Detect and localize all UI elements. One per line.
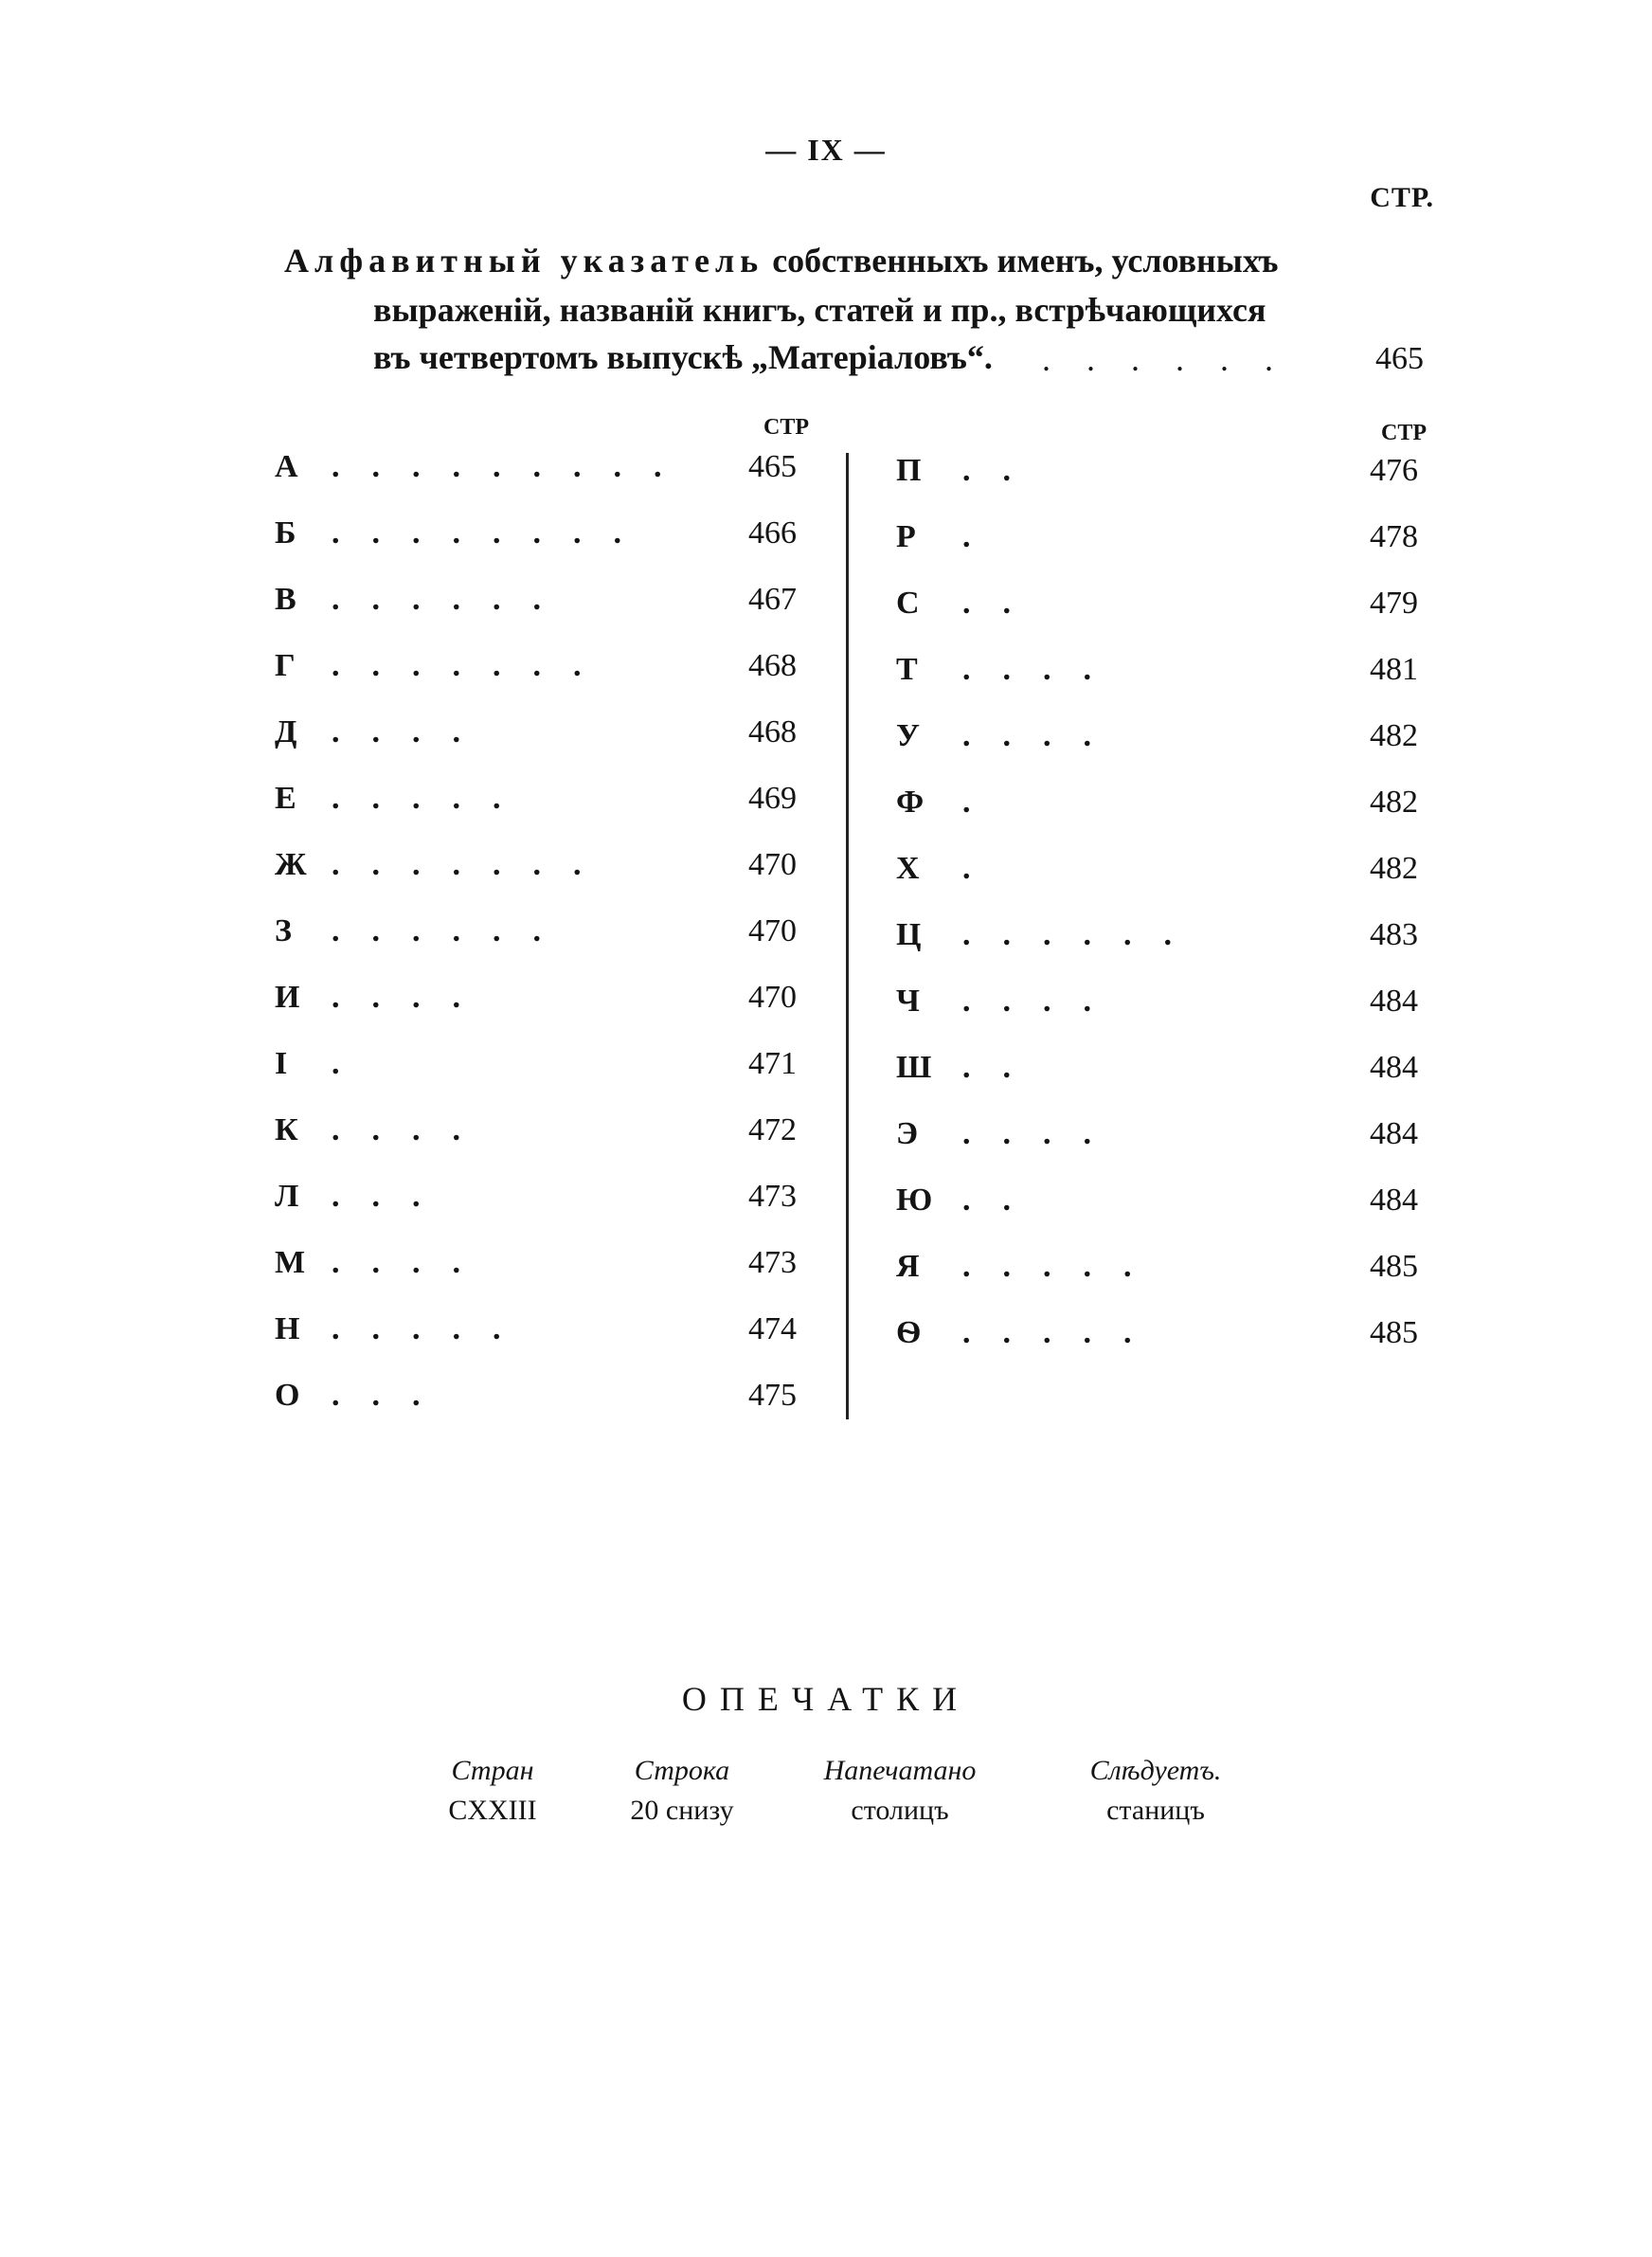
index-row — [896, 785, 1436, 841]
index-letter: Ш — [896, 1050, 932, 1085]
index-row — [896, 652, 1436, 709]
index-row — [275, 1378, 834, 1435]
index-letter: Ж — [275, 847, 307, 882]
leader-dots: ..... — [962, 1249, 1164, 1284]
index-page-number: 485 — [1370, 1315, 1418, 1350]
leader-dots: .. — [962, 1050, 1043, 1085]
index-letter: М — [275, 1245, 306, 1280]
index-page-number: 475 — [748, 1378, 797, 1413]
index-row — [896, 1315, 1436, 1372]
errata-title: ОПЕЧАТКИ — [681, 1680, 971, 1718]
intro-leader-dots: ...... — [1042, 340, 1309, 378]
index-row — [275, 913, 834, 970]
left-column-label: СТР — [763, 415, 809, 440]
leader-dots: ....... — [332, 648, 614, 683]
index-row — [275, 847, 834, 904]
leader-dots: ...... — [962, 917, 1204, 952]
index-letter: В — [275, 582, 296, 617]
index-page-number: 485 — [1370, 1249, 1418, 1284]
index-page-number: 465 — [748, 449, 797, 484]
index-row — [275, 582, 834, 639]
index-row — [896, 1050, 1436, 1107]
index-page-number: 474 — [748, 1311, 797, 1346]
index-row — [275, 648, 834, 705]
page-number: — IX — — [765, 133, 887, 167]
index-page-number: 478 — [1370, 519, 1418, 554]
index-letter: Ч — [896, 984, 920, 1019]
intro-line-3: въ четвертомъ выпускѣ „Матеріаловъ“. — [373, 338, 993, 376]
index-page-number: 470 — [748, 980, 797, 1015]
index-page-number: 471 — [748, 1046, 797, 1081]
index-page-number: 479 — [1370, 586, 1418, 621]
index-row — [275, 449, 834, 506]
intro-page-number: 465 — [1375, 341, 1424, 376]
index-page-number: 473 — [748, 1179, 797, 1214]
leader-dots: . — [962, 519, 1003, 554]
index-letter: Л — [275, 1179, 299, 1214]
intro-line-2: выраженій, названій книгъ, статей и пр., встрѣчающихся — [373, 291, 1266, 329]
index-row — [275, 980, 834, 1037]
leader-dots: ..... — [332, 781, 533, 816]
index-row — [896, 1183, 1436, 1239]
index-letter: К — [275, 1112, 298, 1147]
leader-dots: . — [962, 785, 1003, 820]
leader-dots: ..... — [962, 1315, 1164, 1350]
intro-lead-word: Алфавитный указатель — [284, 242, 764, 280]
index-page-number: 476 — [1370, 453, 1418, 488]
index-page-number: 483 — [1370, 917, 1418, 952]
leader-dots: ...... — [332, 582, 573, 617]
leader-dots: .... — [962, 984, 1123, 1019]
index-row — [896, 519, 1436, 576]
index-row — [275, 1112, 834, 1169]
index-row — [896, 1116, 1436, 1173]
index-letter: Р — [896, 519, 916, 554]
index-row — [275, 781, 834, 838]
index-page-number: 472 — [748, 1112, 797, 1147]
index-row — [275, 1311, 834, 1368]
errata-cell: столицъ — [851, 1795, 949, 1826]
leader-dots: ... — [332, 1179, 453, 1214]
index-letter: Ф — [896, 785, 925, 820]
index-letter: У — [896, 718, 920, 753]
leader-dots: .. — [962, 586, 1043, 621]
index-page-number: 473 — [748, 1245, 797, 1280]
index-letter: Ц — [896, 917, 922, 952]
index-letter: Т — [896, 652, 918, 687]
index-letter: Г — [275, 648, 296, 683]
index-letter: Д — [275, 714, 297, 749]
leader-dots: .... — [962, 1116, 1123, 1151]
index-letter: З — [275, 913, 292, 948]
index-letter: Э — [896, 1116, 919, 1151]
index-letter: П — [896, 453, 922, 488]
index-row — [896, 984, 1436, 1040]
errata-cell: CXXIII — [448, 1795, 537, 1826]
index-row — [896, 917, 1436, 974]
index-row — [896, 1249, 1436, 1306]
index-row — [896, 851, 1436, 908]
index-letter: Е — [275, 781, 296, 816]
leader-dots: .... — [962, 652, 1123, 687]
leader-dots: ...... — [332, 913, 573, 948]
index-page-number: 469 — [748, 781, 797, 816]
index-letter: Б — [275, 515, 296, 551]
index-page-number: 481 — [1370, 652, 1418, 687]
leader-dots: ....... — [332, 847, 614, 882]
leader-dots: .... — [332, 714, 493, 749]
index-page-number: 484 — [1370, 1116, 1418, 1151]
errata-header: Стран — [451, 1755, 534, 1786]
errata-header: Строка — [634, 1755, 730, 1786]
index-row — [275, 515, 834, 572]
leader-dots: .... — [962, 718, 1123, 753]
leader-dots: .... — [332, 980, 493, 1015]
leader-dots: ......... — [332, 449, 694, 484]
index-letter: О — [275, 1378, 300, 1413]
index-page-number: 466 — [748, 515, 797, 551]
index-page-number: 470 — [748, 847, 797, 882]
leader-dots: ........ — [332, 515, 654, 551]
leader-dots: ... — [332, 1378, 453, 1413]
errata-cell: 20 снизу — [630, 1795, 734, 1826]
leader-dots: ..... — [332, 1311, 533, 1346]
index-page-number: 470 — [748, 913, 797, 948]
leader-dots: .. — [962, 1183, 1043, 1218]
index-letter: А — [275, 449, 298, 484]
index-letter: И — [275, 980, 300, 1015]
page-column-label: СТР. — [1370, 182, 1434, 213]
index-letter: Ю — [896, 1183, 933, 1218]
index-page-number: 467 — [748, 582, 797, 617]
leader-dots: .... — [332, 1112, 493, 1147]
index-row — [896, 718, 1436, 775]
index-letter: Х — [896, 851, 920, 886]
index-row — [275, 1179, 834, 1236]
index-letter: І — [275, 1046, 288, 1081]
index-letter: Н — [275, 1311, 300, 1346]
index-letter: Я — [896, 1249, 920, 1284]
errata-header: Напечатано — [823, 1755, 977, 1786]
index-row — [896, 586, 1436, 642]
index-row — [896, 453, 1436, 510]
index-page-number: 484 — [1370, 1183, 1418, 1218]
column-divider — [846, 453, 849, 1419]
index-row — [275, 1245, 834, 1302]
errata-header: Слѣдуетъ. — [1089, 1755, 1222, 1786]
index-page-number: 484 — [1370, 984, 1418, 1019]
index-letter: Ѳ — [896, 1315, 922, 1350]
intro-line-1-rest: собственныхъ именъ, условныхъ — [772, 242, 1279, 280]
index-page-number: 482 — [1370, 718, 1418, 753]
right-column-label: СТР — [1381, 421, 1427, 445]
errata-cell: станицъ — [1106, 1795, 1205, 1826]
index-page-number: 468 — [748, 714, 797, 749]
index-page-number: 484 — [1370, 1050, 1418, 1085]
index-page-number: 482 — [1370, 851, 1418, 886]
index-letter: С — [896, 586, 920, 621]
index-row — [275, 714, 834, 771]
leader-dots: . — [332, 1046, 372, 1081]
index-page-number: 468 — [748, 648, 797, 683]
intro-line-1 — [284, 241, 1279, 280]
index-page-number: 482 — [1370, 785, 1418, 820]
leader-dots: .. — [962, 453, 1043, 488]
leader-dots: . — [962, 851, 1003, 886]
leader-dots: .... — [332, 1245, 493, 1280]
index-row — [275, 1046, 834, 1103]
